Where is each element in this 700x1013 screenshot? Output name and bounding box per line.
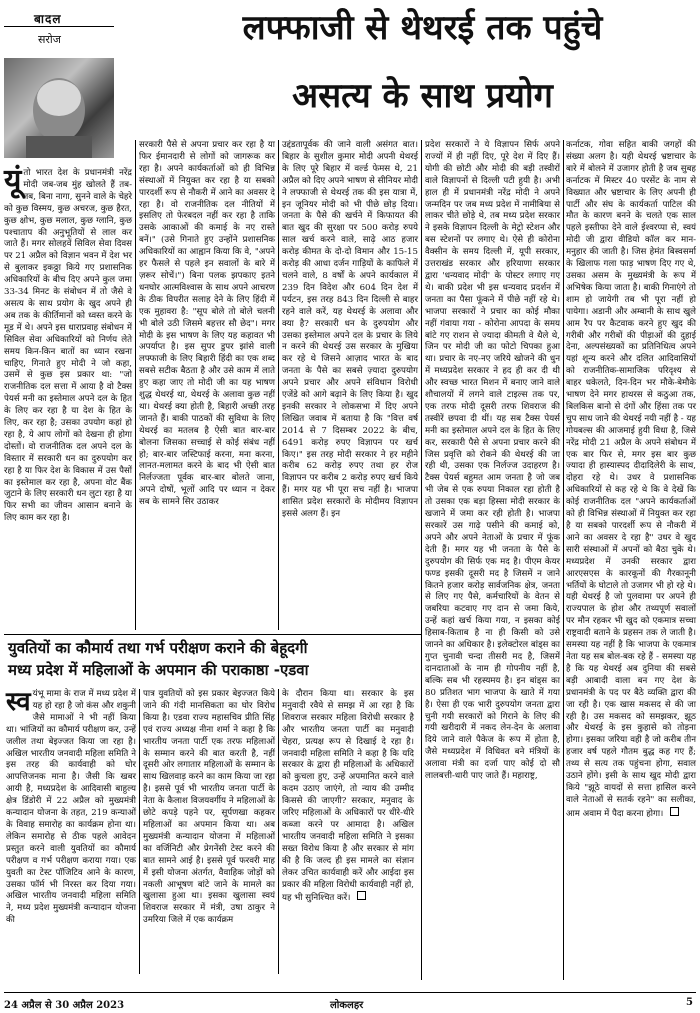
article-text: सरकारी पैसे से अपना प्रचार कर रहा है या फिर ईमानदारी से लोगों को जागरूक कर रहा है। अपने कार्यकर्ताओं को ही विभिन्न संस्थाओं में नियुक्त कर रहा है या सबको पारदर्शी रूप से नौकरी में आने का अवसर दे रहा है। वो राजनीतिक दल नीतियों में इसलिए तो फेरबदल नहीं कर रहा है ताकि उसके आकाओं की कमाई के नए रास्ते बनें।" (उसे गिनाते हुए उन्होंने प्रशासनिक अधिकारियों का आह्वान किया कि वे, "अपने हर फैसले से पहले इन सवालों के बारे में ज़रूर सोचें।") बिना पलक झपकाए इतने धनघोर आत्मविश्वास के साथ अपने आचरण के ठीक विपरीत सलाह देने के लिए हिंदी में एक मुहावरा है: "सूप बोले तो बोले चलनी भी बोले उठी जिसमे बहत्तर सौ छेद"। मगर मोदी के इस भाषण के लिए यह कहावत भी अपर्याप्त है। इस सुपर डुपर झांसे वाली लफ्फाजी के लिए बिहारी हिंदी का एक शब्द सबसे सटीक बैठता है और उसे काम में लाते हुए कहा जाए तो मोदी जी का यह भाषण शुद्ध थेथरई था, थेथरई के अलावा कुछ नहीं था। थेथरई क्या होती है, बिहारी अच्छी तरह जानते हैं। बाकी पाठकों की सुविधा के लिए थेथरई का मतलब है ऐसी बात बार-बार बोलना जिसका सच्चाई से कोई संबंध नहीं हो; बार-बार जस्टिफाई करना, मना करना, लानत-मलामत करने के बाद भी ऐसी बात निर्लज्जता पूर्वक बार-बार बोलते जाना, अपने दोषों, भूलों आदि पर ध्यान न देकर सब के सामने सिर उठाकर [139,140,275,508]
article-text: कर्नाटक, गोवा सहित बाकी जगहों की संख्या अलग है। यही थेथरई भ्रष्टाचार के बारे में बोलने में उजागर होती है जब सुबह कर्नाटक में मिस्टर 40 परसेंट के नाम से विख्यात और भ्रष्टाचार के लिए अपनी ही पार्टी और संघ के कार्यकर्ता पाटिल की मौत के कारण बनने के चलते एक साल पहले इस्तीफा देने वाले ईश्वरप्पा से, स्वयं मोदी जी द्वारा वीडियो कॉल कर मान-मनुहार की जाती है। जिस हेमंत बिस्वसर्मा के खिलाफ गला फाड़ भाषण दिए गए थे, उसका असम के मुख्यमंत्री के रूप में अभिषेक किया जाता है। बाकी गिनाएंगे तो शाम हो जायेगी तब भी पूरा नहीं हो पायेगा। अडानी और अम्बानी के साथ खुले आम रैप पर कैटवाक करने हुए खुद की गरीबी और गरीबों की पीड़ाओं की दुहाई देना, अल्पसंख्यकों का प्रतिनिधित्व अपने यहां शून्य करने और दलित आदिवासियों को राजनीतिक-सामाजिक परिदृश्य से बाहर धकेलते, दिन-दिन भर मौके-बेमौके भाषण देने मगर हाथरस से कठुआ तक, बिलकिस बानो से दंगों और हिंसा तक पर चुप साध जाने की थेथरई नयी नहीं है - यह गोयबल्स की आजमाई हुयी विधा है, जिसे नरेंद्र मोदी 21 अप्रैल के अपने संबोधन में एक बार फिर से, मगर इस बार कुछ ज्यादा ही हास्यास्पद दीदादिलेरी के साथ, दोहरा रहे थे। उधर वे प्रशासनिक अधिकारियों से कह रहे थे कि वे देखें कि कोई राजनीतिक दल "अपने कार्यकर्ताओं को ही विभिन्न संस्थाओं में नियुक्त कर रहा है या सबको पारदर्शी रूप से नौकरी में आने का अवसर दे रहा है" उधर वे खुद सारी संस्थाओं में अपनों को बैठा चुके थे। मध्यप्रदेश में उनकी सरकार द्वारा आरएसएस के कारकूनों की गैरकानूनी भर्तियों के घोटाले तो उजागर भी हो रहे थे। यही थेथरई है जो पुलवामा पर अपने ही राज्यपाल के होश और तथ्यपूर्ण सवालों पर मौन रहकर भी खुद को एकमात्र सच्चा राष्ट्रवादी बताने के प्रहसन तक ले जाती है। समस्या यह नहीं है कि भाजपा के एकमात्र नेता यह सब बोल-बक रहे हैं - समस्या यह है कि यह थेथरई अब दुनिया की सबसे बड़ी आबादी वाला बन गए देश के प्रधानमंत्री के पद पर बैठे व्यक्ति द्वारा की जा रही है। एक खास मकसद से की जा रही है। उस मकसद को समझकर, झूठ और थेथरई के इस कुहासे को तोड़ना होगा। इसका जरिया वही है जो करीब तीन हजार वर्ष पहले गौतम बुद्ध कह गए हैं; तथ्य से सत्य तक पहुंचना होगा, सवाल उठाने होंगे। इसी के साथ खुद मोदी द्वारा किये "झूठे वायदों से सत्ता हासिल करने वाले नेताओं से सतर्क रहने" का सलीका, आम अवाम में पैदा करना होगा। [566,140,696,819]
headline-line-1: लफ्फाजी से थेथरई तक पहुंचे [242,8,603,48]
end-mark-icon [357,891,366,900]
sidebar-headline-1: युवतियों का कौमार्य तथा गर्भ परीक्षण कराने की बेहूदगी [8,639,308,657]
sidebar-text: यंभू मामा के राज में मध्य प्रदेश में यह हो रहा है जो कंस और शकुनी जैसे मामाओं ने भी नहीं किया था। भांजियों का कौमार्य परीक्षण कर, उन्हें जलील तथा बेइज्जत किया जा रहा है। अखिल भारतीय जनवादी महिला समिति ने इस तरह की कार्यवाही को घोर आपत्तिजनक माना है। जैसी कि खबर आयी है, मध्यप्रदेश के आदिवासी बाहुल्य क्षेत्र डिंडोरी में 22 अप्रैल को मुख्यमंत्री कन्यादान योजना के तहत, 219 कन्याओं के विवाह समारोह का कार्यक्रम होना था। लेकिन समारोह से ठीक पहले आवेदन प्रस्तुत करने वाली युवतियों का कौमार्य परीक्षण व गर्भ परीक्षण कराया गया। एक युवती का टेस्ट पॉजिटिव आने के कारण, उसका फॉर्म भी निरस्त कर दिया गया। अखिल भारतीय जनवादी महिला समिति ने, मध्य प्रदेश मुख्यमंत्री कन्यादान योजना की [6,689,136,926]
article-text: उद्दंडतापूर्वक की जाने वाली असंगत बात। बिहार के सुशील कुमार मोदी अपनी थेथरई के लिए पूरे बिहार में वर्ल्ड फेमस थे, 21 अप्रैल को दिए अपने भाषण से सीनियर मोदी ने लफ्फाजी से थेथरई तक की इस यात्रा में, इन जूनियर मोदी को भी पीछे छोड़ दिया। जनता के पैसे की खर्चने में किफायत की बात खुद की सुरक्षा पर 500 करोड़ रुपये साल खर्च करने वाले, साढ़े आठ हजार करोड़ कीमत के दो-दो विमान और 15-15 करोड़ की आधा दर्जन गाड़ियों के काफिले में चलने वाले, 8 वर्षों के अपने कार्यकाल में 239 दिन विदेश और 604 दिन देश में पर्यटन, इस तरह 843 दिन दिल्ली से बाहर रहने वाले करें, यह थेथरई के अलावा और क्या है? सरकारी धन के दुरुपयोग और उसका इस्तेमाल अपने दल के प्रचार के लिये न करने की थेथरई उस सरकार के मुखिया कर रहे थे जिसने आज़ाद भारत के बाद जनता के पैसे का सबसे ज़्यादा दुरुपयोग अपने प्रचार और अपने संविधान विरोधी एजेंडे को आगे बढ़ाने के लिए किया है। खुद इनकी सरकार ने लोकसभा में दिए अपने लिखित जवाब में बताया है कि "वित्त वर्ष 2014 से 7 दिसम्बर 2022 के बीच, 6491 करोड़ रुपए विज्ञापन पर खर्च किए।" इस तरह मोदी सरकार ने हर महीने करीब 62 करोड़ रुपए तथा हर रोज विज्ञापन पर करीब 2 करोड़ रुपए खर्च किये हैं। मगर यह भी पूरा सच नहीं है। भाजपा शासित प्रदेश सरकारों के मोदीमय विज्ञापन इससे अलग हैं। इन [282,140,418,520]
column-rule [135,140,136,630]
sidebar-column-1 [6,689,136,974]
column-rule [421,140,422,980]
author-surname: सरोज [38,33,61,46]
sidebar-text: पात्र युवतियों को इस प्रकार बेइज्जत किये जाने की गंदी मानसिकता का घोर विरोध किया है। एडवा राज्य महासचिव प्रीति सिंह एवं राज्य अध्यक्ष नीना शर्मा ने कहा है कि भारतीय जनता पार्टी एक तरफ महिलाओं के सम्मान करने की बात करती है, नहीं दूसरी ओर लगातार महिलाओं के सम्मान के साथ खिलवाड़ करने का काम किया जा रहा है। इससे पूर्व भी भारतीय जनता पार्टी के नेता के कैलाश विजयवर्गीय ने महिलाओं के छोटे कपड़े पहने पर, सूर्पणखा कहकर महिलाओं का अपमान किया था। अब मुख्यमंत्री कन्यादान योजना में महिलाओं का वर्जिनिटी और प्रेगनेंसी टेस्ट करने की बात सामने आई है। इससे पूर्व फरवरी माह में इसी योजना अंतर्गत, वैवाहिक जोड़ों को नकली आभूषण बांटे जाने के मामले का खुलासा हुआ था। इसका खुलासा स्वयं शिवराज सरकार में मंत्री, उषा ठाकुर ने उमरिया जिले में एक कार्यक्रम [143,689,275,926]
article-column-4 [425,140,560,782]
sidebar-dropcap: स्व [6,687,31,717]
footer-rule [4,992,696,993]
sidebar-column-3 [282,689,414,974]
page-number: 5 [686,997,693,1008]
article-text: तो भारत देश के प्रधानमंत्री नरेंद्र मोदी जब-जब मुंह खोलते हैं तब-तब, बिना नागा, सुनने वाले के चेहरे को कुछ विस्मय, कुछ अचरज, कुछ हैरत, कुछ क्षोभ, कुछ मलाल, कुछ ग्लानि, कुछ पश्चाताप की अनुभूतियों से लाल कर जाते हैं। मगर सोलहवें सिविल सेवा दिवस पर 21 अप्रैल को विज्ञान भवन में देश भर से बुलाकर इकठ्ठा किये गए प्रशासनिक अधिकारियों के बीच दिए अपने कुल जमा 33-34 मिनट के संबोधन में तो जैसे वे असत्य के साथ प्रयोग के खुद अपने ही अब तक के कीर्तिमानों को ध्वस्त करने के मूड में थे। अपने इस धाराप्रवाह संबोधन में सिविल सेवा अधिकारियों को निर्णय लेते समय किन-किन बातों का ध्यान रखना चाहिए, गिनाते हुए मोदी ने जो कहा, उसमें से कुछ इस प्रकार था: "जो राजनीतिक दल सत्ता में आया है वो टैक्स पेयर्स मनी का इस्तेमाल अपने दल के हित के लिए कर रहा है या देश के हित के लिए, कर रहा है; उसका उपयोग कहां हो रहा है, ये आप लोगों को देखना ही होगा दोस्तों। वो राजनीतिक दल अपने दल के विस्तार में सरकारी धन का दुरुपयोग कर रहा है या फिर देश के विकास में उस पैसों का इस्तेमाल कर रहा है, अपना वोट बैंक जुटाने के लिए सरकारी धन लुटा रहा है या फिर सभी का जीवन आसान बनाने के लिए काम कर रहा है। [4,168,132,524]
article-column-5 [566,140,696,975]
column-rule [278,140,279,630]
byline-divider [4,26,114,27]
article-dropcap: यूं [4,163,22,198]
box-top-rule [4,634,421,635]
article-column-3 [282,140,418,630]
sidebar-column-2 [143,689,275,974]
column-rule [563,140,564,980]
article-text: प्रदेश सरकारों ने ये विज्ञापन सिर्फ अपने राज्यों में ही नहीं दिए, पूरे देश में दिए हैं। योगी की छोटी और मोदी की बड़ी तस्वीरों वाले विज्ञापनों से दिल्ली पटी हुयी है। अभी हाल ही में प्रधानमंत्री नरेंद्र मोदी ने अपने जन्मदिन पर जब मध्य प्रदेश में नामीबिया से लाकर चीते छोड़े थे, तब मध्य प्रदेश सरकार ने इसके विज्ञापन दिल्ली के मेट्रो स्टेशन और बस स्टेशनों पर लगाए थे। ऐसे ही कोरोना वैक्सीन के समय दिल्ली में, यूपी सरकार, उत्तराखंड सरकार और हरियाणा सरकार द्वारा 'धन्यवाद मोदी' के पोस्टर लगाए गए थे। बाकी प्रदेश भी इस धन्यवाद प्रदर्शन में जनता का पैसा फूंकने में पीछे नहीं रहे थे। भाजपा सरकारों ने प्रचार का कोई मौका नहीं गंवाया गया - कोरोना आपदा के समय बांटे गए राशन से ज्यादा कीमती वे थैले थे, जिन पर मोदी जी का फोटो चिपका हुआ था। प्रचार के नए-नए जरिये खोजने की धुन में मध्यप्रदेश सरकार ने हद ही कर दी थी और स्वच्छ भारत मिशन में बनाए जाने वाले शौचालयों में लगने वाले टाइल्स तक पर, एक तरफ मोदी दूसरी तरफ शिवराज की तस्वीरें छपवा दी थीं। यह सब टैक्स पेयर्स मनी का इस्तेमाल अपने दल के हित के लिए कर, सरकारी पैसे से अपना प्रचार करने की जिस प्रवृत्ति को रोकने की थेथरई की जा रही थी, उसका एक निर्लज्ज उदाहरण है। टैक्स पेयर्स बहुमत आम जनता है जो जब भी जेब से एक रुपया निकाल रहा होती है तो उसका एक बड़ा हिस्सा मोदी सरकार के खजाने में जमा कर रही होती है। भाजपा सरकारें उस गाढ़े पसीने की कमाई को, अपने और अपने नेताओं के प्रचार में फूंक देती हैं। मगर यह भी जनता के पैसे के दुरुपयोग की सिर्फ एक मद है। पीएम केयर फण्ड इसकी दूसरी मद है जिसमें न जाने कितने हजार करोड़ सार्वजनिक क्षेत्र, जनता से लिए गए पैसे, कर्मचारियों के वेतन से जबरिया कटवाए गए दान से जमा किये, उन्हें कहां खर्च किया गया, न इसका कोई हिसाब-किताब है ना ही किसी को उसे जानने का अधिकार है। इलेक्टोरल बांड्स का गुप्त चुनावी चन्दा तीसरी मद है, जिसमें दानदाताओं के नाम ही गोपनीय नहीं है, बल्कि सब भी रहस्यमय है। इन बांड्स का 80 प्रतिशत भाग भाजपा के खाते में गया है। ऐसा ही एक भारी दुरुपयोग जनता द्वारा चुनी गयी सरकारों को गिराने के लिए की गयी खरीदारी में नकद लेन-देन के अलावा दिये जाने वाले पैकेज के रूप में होता है, जैसे मध्यप्रदेश में विधिवत बने मंत्रियों के अलावा मंत्री का दर्जा पाए कोई दो सौ लालबत्ती-धारी पाए जाते हैं। महाराष्ट्र, [425,140,560,782]
headline-line-2: असत्य के साथ प्रयोग [292,76,553,116]
sidebar-text: के दौरान किया था। सरकार के इस मनुवादी रवैये से समझ में आ रहा है कि शिवराज सरकार महिला विरोधी सरकार है और भारतीय जनता पार्टी का मनुवादी चेहरा, प्रत्यक्ष रूप से दिखाई दे रहा है। जनवादी महिला समिति ने कहा है कि यदि सरकार के द्वारा ही महिलाओं के अधिकारों को कुचला हुए, उन्हें अपमानित करने वाले कदम उठाए जाएंगे, तो न्याय की उम्मीद किससे की जाएगी? सरकार, मनुवाद के जरिए महिलाओं के अधिकारों पर धीरे-धीरे कब्जा करने पर आमादा है। अखिल भारतीय जनवादी महिला समिति ने इसका सख्त विरोध किया है और सरकार से मांग की है कि जल्द ही इस मामले का संज्ञान लेकर उचित कार्यवाही करें और आईदा इस प्रकार की महिला विरोधी कार्यवाही नहीं हो, यह भी सुनिश्चित करें। [282,689,414,904]
article-column-2 [139,140,275,630]
author-name: बादल [34,12,62,26]
column-rule [139,689,140,974]
footer-paper-name: लोकलहर [330,1000,364,1011]
sidebar-headline-2: मध्य प्रदेश में महिलाओं के अपमान की पराकाष्ठा -एडवा [8,661,309,679]
end-mark-icon [670,807,679,816]
byline [4,4,114,56]
footer-date: 24 अप्रैल से 30 अप्रैल 2023 [4,1000,125,1011]
column-rule [278,689,279,974]
author-photo [4,58,114,158]
